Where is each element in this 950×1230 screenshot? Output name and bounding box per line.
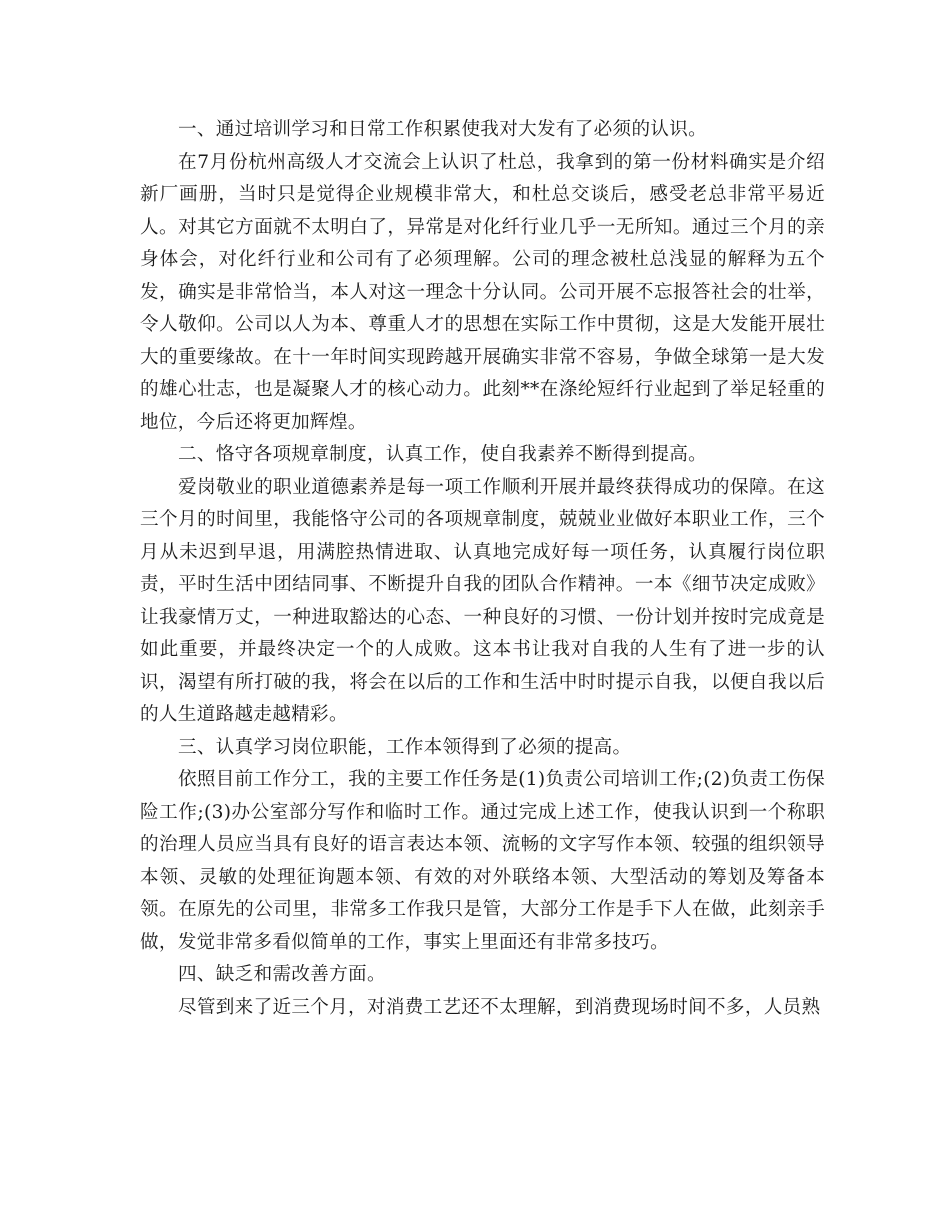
section-paragraph-3: 依照目前工作分工，我的主要工作任务是(1)负责公司培训工作;(2)负责工伤保险工作;(3)办公室部分写作和临时工作。通过完成上述工作，使我认识到一个称职的治理人员应当具有良好的语言表达本领、流畅的文字写作本领、较强的组织领导本领、灵敏的处理征询题本领、有效的对外联络本领、大型活动的筹划及筹备本领。在原先的公司里，非常多工作我只是管，大部分工作是手下人在做，此刻亲手做，发觉非常多看似简单的工作，事实上里面还有非常多技巧。 (140, 769, 825, 953)
section-heading-3: 三、认真学习岗位职能，工作本领得到了必须的提高。 (178, 736, 632, 758)
document-body (140, 114, 825, 1024)
section-heading-4: 四、缺乏和需改善方面。 (178, 964, 386, 985)
section-paragraph-4: 尽管到来了近三个月，对消费工艺还不太理解，到消费现场时间不多，人员熟 (178, 996, 821, 1018)
section-heading-2: 二、恪守各项规章制度，认真工作，使自我素养不断得到提高。 (178, 444, 708, 465)
section-paragraph-1: 在7月份杭州高级人才交流会上认识了杜总，我拿到的第一份材料确实是介绍新厂画册，当时只是觉得企业规模非常大，和杜总交谈后，感受老总非常平易近人。对其它方面就不太明白了，异常是对化纤行业几乎一无所知。通过三个月的亲身体会，对化纤行业和公司有了必须理解。公司的理念被杜总浅显的解释为五个发，确实是非常恰当，本人对这一理念十分认同。公司开展不忘报答社会的壮举，令人敬仰。公司以人为本、尊重人才的思想在实际工作中贯彻，这是大发能开展壮大的重要缘故。在十一年时间实现跨越开展确实非常不容易，争做全球第一是大发的雄心壮志，也是凝聚人才的核心动力。此刻**在涤纶短纤行业起到了举足轻重的地位，今后还将更加辉煌。 (140, 151, 825, 433)
section-paragraph-2: 爱岗敬业的职业道德素养是每一项工作顺利开展并最终获得成功的保障。在这三个月的时间里，我能恪守公司的各项规章制度，兢兢业业做好本职业工作，三个月从未迟到早退，用满腔热情进取、认真地完成好每一项任务，认真履行岗位职责，平时生活中团结同事、不断提升自我的团队合作精神。一本《细节决定成败》让我豪情万丈，一种进取豁达的心态、一种良好的习惯、一份计划并按时完成竟是如此重要，并最终决定一个的人成败。这本书让我对自我的人生有了进一步的认识，渴望有所打破的我，将会在以后的工作和生活中时时提示自我，以便自我以后的人生道路越走越精彩。 (140, 476, 825, 725)
section-heading-1: 一、通过培训学习和日常工作积累使我对大发有了必须的认识。 (178, 119, 708, 140)
